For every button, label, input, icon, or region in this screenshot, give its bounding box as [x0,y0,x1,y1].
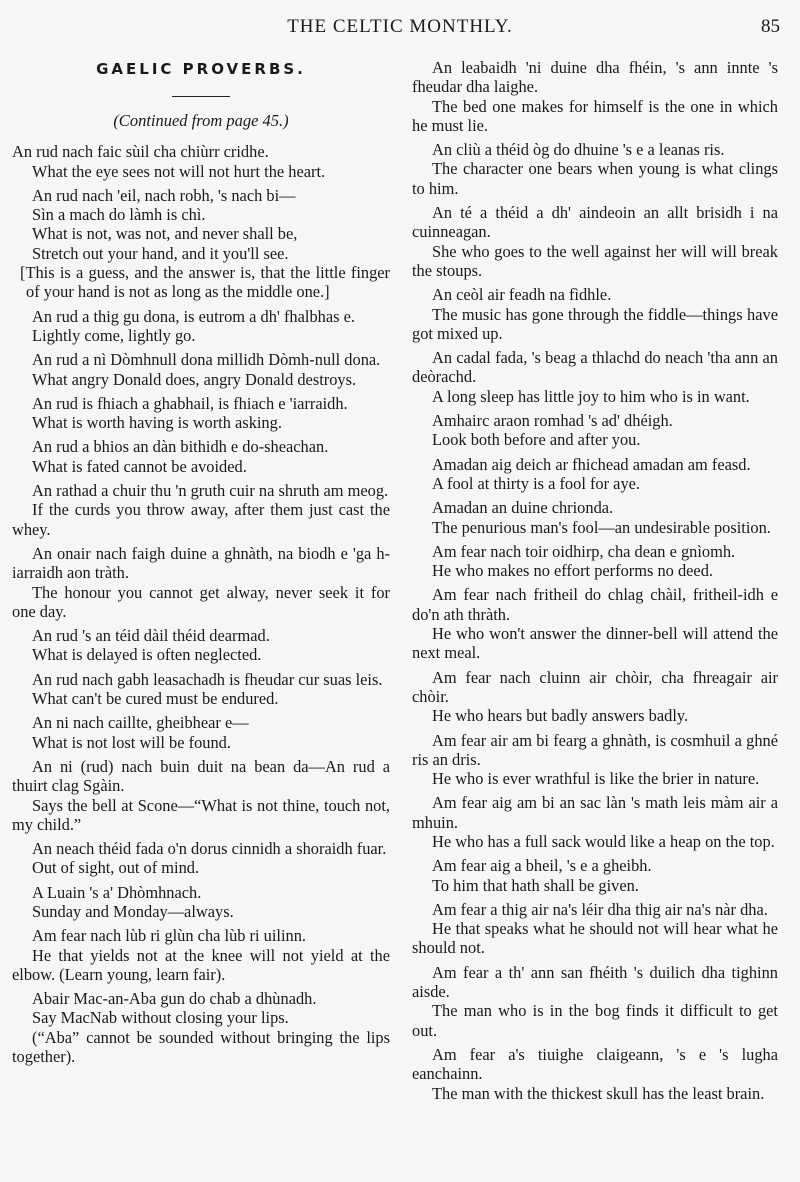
page-number: 85 [761,16,780,37]
proverb-text: He that yields not at the knee will not yield at the elbow. (Learn young, learn fair). [12,945,390,984]
proverb-gaelic: Amhairc araon romhad 's ad' dhéigh. [432,411,673,431]
proverb-gaelic: An cadal fada, 's beag a thlachd do neach 'tha ann an deòrachd. [412,348,778,387]
proverb-text: He who is ever wrathful is like the brier in nature. [432,769,760,789]
proverb-text: Lightly come, lightly go. [32,325,196,345]
proverb-entry [412,285,778,343]
proverb-entry [412,731,778,789]
proverb-entry [12,394,390,433]
proverb-entry [412,140,778,198]
proverb-gaelic: A Luain 's a' Dhòmhnach. [32,882,202,902]
proverb-entry [412,455,778,494]
proverb-text: The honour you cannot get alway, never seek it for one day. [12,582,390,621]
proverb-text: Sunday and Monday—always. [32,901,234,921]
proverb-gaelic: Am fear air am bi fearg a ghnàth, is cosmhuil a ghné ris an dris. [412,730,778,769]
proverb-gaelic: Am fear a thig air na's léir dha thig air na's nàr dha. [432,899,768,919]
proverb-text: Say MacNab without closing your lips. [32,1008,289,1028]
proverb-entry [12,757,390,834]
proverb-entry [12,926,390,984]
proverb-entry [12,626,390,665]
proverb-gaelic: An rud 's an téid dàil théid dearmad. [32,626,270,646]
proverb-gaelic: An rathad a chuir thu 'n gruth cuir na shruth am meog. [32,481,389,501]
proverb-text: The character one bears when young is what clings to him. [412,159,778,198]
journal-title: THE CELTIC MONTHLY. [287,16,513,37]
proverb-entry [12,437,390,476]
proverb-text: What is worth having is worth asking. [32,413,282,433]
proverb-gaelic: An ni (rud) nach buin duit na bean da—An rud a thuirt clag Sgàin. [12,756,390,796]
proverb-text: Sìn a mach do làmh is chì. [32,205,206,225]
proverb-entry [412,348,778,406]
proverb-entry [412,498,778,537]
proverb-entry [12,883,390,922]
proverb-text: [This is a guess, and the answer is, that the little finger of your hand is not as long as the middle one.] [20,263,390,302]
proverb-text: He who makes no effort performs no deed. [432,561,713,581]
proverb-gaelic: An ni nach caillte, gheibhear e— [32,713,249,733]
proverb-gaelic: An rud a nì Dòmhnull dona millidh Dòmh-null dona. [32,350,381,370]
running-head [0,16,800,40]
proverb-text: The music has gone through the fiddle—things have got mixed up. [412,304,778,343]
proverb-gaelic: An rud a thig gu dona, is eutrom a dh' fhalbhas e. [32,306,355,326]
proverb-entry [412,203,778,280]
proverb-entry [412,793,778,851]
proverb-gaelic: Am fear nach fritheil do chlag chàil, fritheil-idh e do'n ath thràth. [412,585,778,624]
proverb-gaelic: Abair Mac-an-Aba gun do chab a dhùnadh. [32,989,317,1009]
proverb-entry [412,1045,778,1103]
proverb-gaelic: An neach théid fada o'n dorus cinnidh a shoraidh fuar. [32,839,387,859]
proverb-gaelic: An onair nach faigh duine a ghnàth, na biodh e 'ga h-iarraidh aon tràth. [12,543,390,583]
proverb-text: What the eye sees not will not hurt the heart. [32,161,326,181]
proverb-entry [12,544,390,621]
proverb-entry [12,350,390,389]
proverb-gaelic: Am fear nach toir oidhirp, cha dean e gnìomh. [432,541,736,561]
proverb-text: What is not lost will be found. [32,732,231,752]
proverb-gaelic: Am fear aig am bi an sac làn 's math leis màm air a mhuin. [412,793,778,832]
proverb-gaelic: An rud a bhios an dàn bithidh e do-sheachan. [32,437,329,457]
proverb-gaelic: Amadan aig deich ar fhichead amadan am feasd. [432,454,751,474]
proverb-gaelic: Am fear a th' ann san fhéith 's duilich dha tighinn aisde. [412,962,778,1002]
proverb-gaelic: Amadan an duine chrionda. [432,498,614,518]
proverb-entry [412,900,778,958]
proverb-gaelic: An rud nach gabh leasachadh is fheudar cur suas leis. [32,669,383,689]
proverb-text: He who won't answer the dinner-bell will attend the next meal. [412,624,778,663]
proverb-text: What is delayed is often neglected. [32,645,262,665]
proverb-text: To him that hath shall be given. [432,875,639,895]
proverb-text: He that speaks what he should not will hear what he should not. [412,919,778,958]
proverb-text: (“Aba” cannot be sounded without bringing the lips together). [12,1027,390,1067]
proverb-entry [12,839,390,878]
proverb-entry [12,481,390,539]
proverb-text: A fool at thirty is a fool for aye. [432,473,641,493]
proverb-entry [412,411,778,450]
proverb-text: He who has a full sack would like a heap on the top. [432,831,775,851]
right-column [412,58,778,1108]
proverb-gaelic: An leabaidh 'ni duine dha fhéin, 's ann innte 's fheudar dha laighe. [412,58,778,97]
proverb-gaelic: Am fear aig a bheil, 's e a gheibh. [432,856,652,876]
proverb-entry [12,713,390,752]
proverb-text: She who goes to the well against her will will break the stoups. [412,241,778,280]
proverb-text: The bed one makes for himself is the one in which he must lie. [412,96,778,135]
title-rule [172,96,230,97]
proverb-text: What can't be cured must be endured. [32,689,279,709]
proverb-text: What is fated cannot be avoided. [32,456,247,476]
proverb-entry [412,585,778,662]
proverb-entry [412,963,778,1040]
proverb-text: The man who is in the bog finds it difficult to get out. [412,1001,778,1040]
proverb-text: He who hears but badly answers badly. [432,706,689,726]
continued-note: (Continued from page 45.) [113,111,289,130]
proverb-entry [12,307,390,346]
proverb-text: What angry Donald does, angry Donald destroys. [32,369,357,389]
proverb-text: Look both before and after you. [432,430,641,450]
proverb-gaelic: An té a théid a dh' aindeoin an allt brisidh i na cuinneagan. [412,203,778,242]
proverb-text: Says the bell at Scone—“What is not thine, touch not, my child.” [12,795,390,834]
proverb-entry [12,186,390,302]
proverb-entry [12,670,390,709]
proverb-text: The penurious man's fool—an undesirable position. [432,517,771,537]
proverb-gaelic: Am fear nach cluinn air chòir, cha fhreagair air chòir. [412,667,778,706]
proverb-entry [412,668,778,726]
proverb-text: Stretch out your hand, and it you'll see. [32,243,289,263]
proverb-gaelic: An rud nach faic sùil cha chiùrr cridhe. [12,142,269,162]
proverb-entry [412,542,778,581]
proverb-gaelic: An rud is fhiach a ghabhail, is fhiach e 'iarraidh. [32,393,348,413]
proverb-gaelic: An rud nach 'eil, nach robh, 's nach bi— [32,185,296,205]
proverb-gaelic: An cliù a théid òg do dhuine 's e a leanas ris. [432,140,725,160]
proverb-text: A long sleep has little joy to him who is in want. [432,386,750,406]
proverb-text: Out of sight, out of mind. [32,858,200,878]
proverb-gaelic: An ceòl air feadh na fìdhle. [432,285,612,305]
proverb-entry [12,989,390,1066]
proverb-gaelic: Am fear a's tiuighe claigeann, 's e 's lugha eanchainn. [412,1044,778,1084]
proverb-gaelic: Am fear nach lùb ri glùn cha lùb ri uilinn. [32,926,307,946]
proverb-text: The man with the thickest skull has the least brain. [432,1083,765,1103]
proverb-text: What is not, was not, and never shall be, [32,224,298,244]
left-column [12,58,390,1071]
proverb-entry [412,58,778,135]
proverb-text: If the curds you throw away, after them just cast the whey. [12,500,390,539]
proverb-entry [12,142,390,181]
article-title: GAELIC PROVERBS. [96,60,306,78]
proverb-entry [412,856,778,895]
